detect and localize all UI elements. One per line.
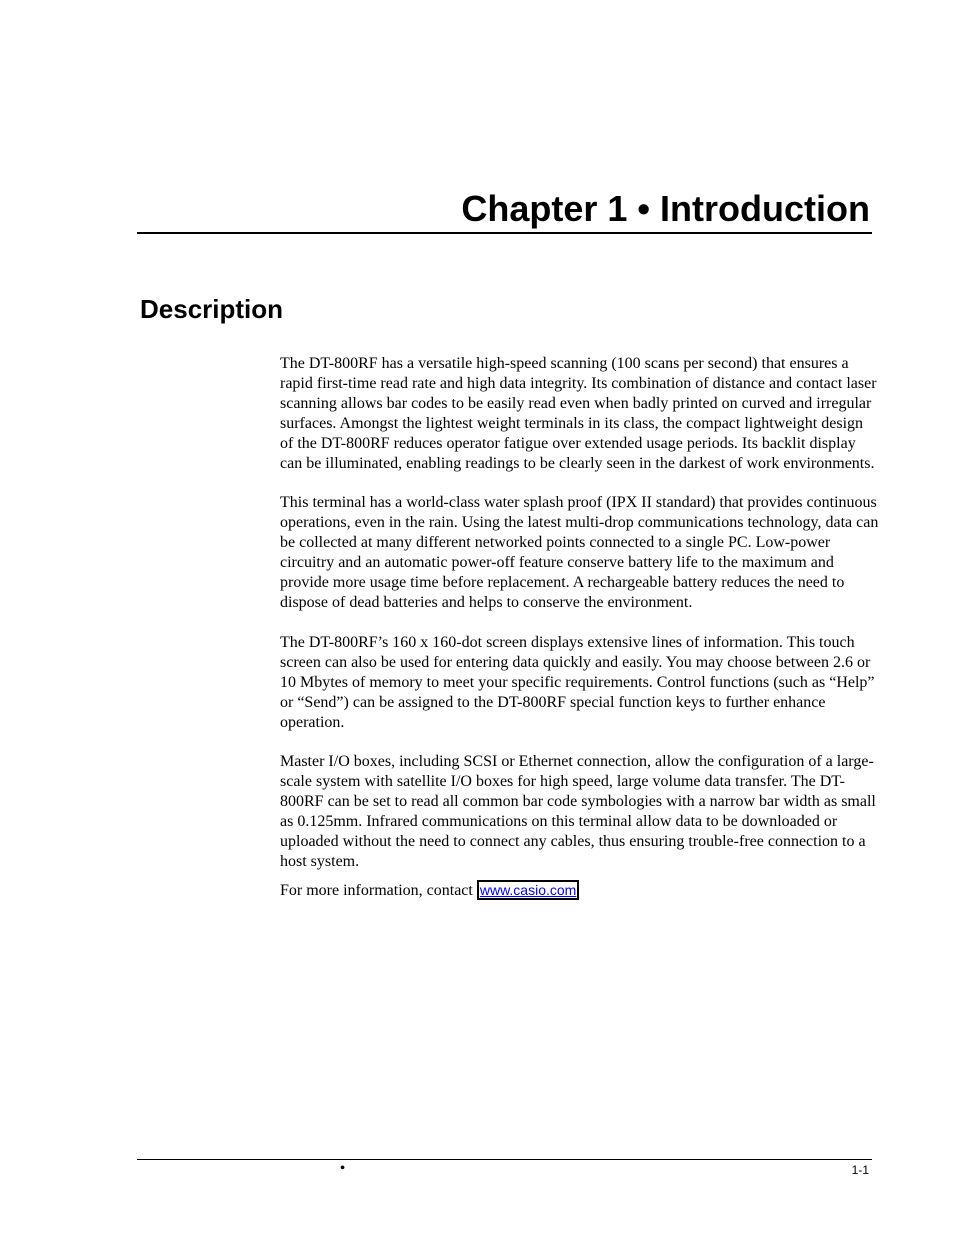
description-body: [280, 354, 880, 921]
page-number: 1-1: [851, 1163, 869, 1177]
paragraph-screen: The DT-800RF’s 160 x 160-dot screen displays extensive lines of information. This touch screen can also be used for entering data quickly and easily. You may choose between 2.6 or 10 Mbytes of memory to meet your specific requirements. Control functions (such as “Help” or “Send”) can be assigned to the DT-800RF special function keys to further enhance operation.: [280, 633, 875, 731]
footer-rule: [137, 1159, 872, 1160]
section-heading: Description: [140, 294, 284, 324]
paragraph-scanning: The DT-800RF has a versatile high-speed scanning (100 scans per second) that ensures a rapid first-time read rate and high data integrity. Its combination of distance and contact laser scanning allows bar codes to be easily read even when badly printed on curved and irregular surfaces. Amongst the lightest weight terminals in its class, the compact lightweight design of the DT-800RF reduces operator fatigue over extended usage periods. Its backlit display can be illuminated, enabling readings to be clearly seen in the darkest of work environments.: [280, 355, 877, 472]
paragraph-water-proof: This terminal has a world-class water splash proof (IPX II standard) that provides continuous operations, even in the rain. Using the latest multi-drop communications technology, data can be collected at many different networked points connected to a single PC. Low-power circuitry and an automatic power-off feature conserve battery life to the maximum and provide more usage time before replacement. A rechargeable battery reduces the need to dispose of dead batteries and helps to conserve the environment.: [280, 494, 879, 611]
chapter-title: Chapter 1 • Introduction: [461, 188, 870, 229]
contact-prefix: For more information, contact: [280, 881, 477, 899]
footer-bullet: •: [340, 1161, 345, 1176]
contact-line: [280, 881, 880, 901]
chapter-title-rule: [137, 232, 872, 234]
casio-website-link[interactable]: www.casio.com: [477, 880, 579, 900]
paragraph-io-boxes: Master I/O boxes, including SCSI or Ethernet connection, allow the configuration of a large-scale system with satellite I/O boxes for high speed, large volume data transfer. The DT-800RF can be set to read all common bar code symbologies with a narrow bar width as small as 0.125mm. Infrared communications on this terminal allow data to be downloaded or uploaded without the need to connect any cables, thus ensuring trouble-free connection to a host system.: [280, 753, 876, 870]
